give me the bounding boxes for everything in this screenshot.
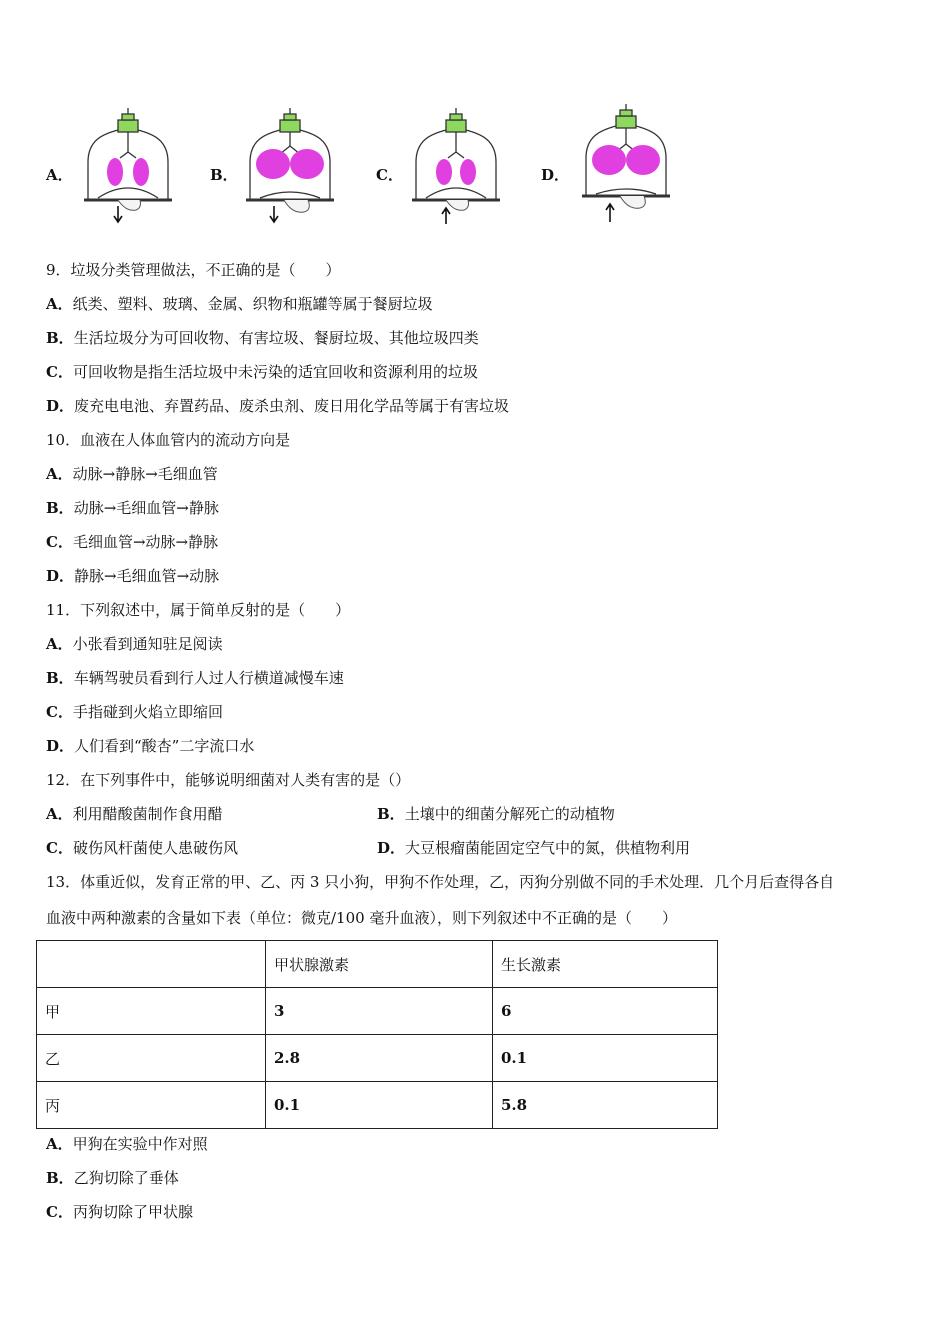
option-text: 静脉→毛细血管→动脉 [74,567,220,585]
option-text: 乙狗切除了垂体 [73,1169,179,1187]
q10-option-b [46,498,219,518]
option-letter: C． [46,533,73,551]
table-cell: 3 [266,988,493,1035]
q10-option-d [46,566,219,586]
q9-stem: 9．垃圾分类管理做法，不正确的是（ ） [46,261,341,279]
option-text: 土壤中的细菌分解死亡的动植物 [404,805,615,823]
option-text: 小张看到通知驻足阅读 [72,635,223,653]
option-text: 可回收物是指生活垃圾中未污染的适宜回收和资源利用的垃圾 [72,363,478,381]
figure-label-a: A． [46,166,73,184]
bell-jar-figure-a [78,100,178,240]
q9-option-c [46,362,478,382]
q11-option-d [46,736,254,756]
bell-jar-figure-c [406,100,506,240]
option-text: 甲狗在实验中作对照 [72,1135,208,1153]
table-row [37,988,718,1035]
q10-option-c [46,532,218,552]
table-cell: 丙 [37,1082,266,1129]
option-text: 纸类、塑料、玻璃、金属、织物和瓶罐等属于餐厨垃圾 [72,295,433,313]
q13-option-b [46,1168,179,1188]
option-text: 利用醋酸菌制作食用醋 [72,805,223,823]
option-letter: A． [46,1135,73,1153]
bell-jar-figure-d [576,100,676,240]
table-header-cell [37,941,266,988]
option-letter: D． [46,737,75,755]
option-text: 生活垃圾分为可回收物、有害垃圾、餐厨垃圾、其他垃圾四类 [73,329,479,347]
option-text: 车辆驾驶员看到行人过人行横道减慢车速 [73,669,344,687]
option-text: 人们看到“酸杏”二字流口水 [74,737,255,755]
q11-option-c [46,702,223,722]
figure-label-d: D． [541,166,570,184]
table-cell: 0.1 [493,1035,718,1082]
q12-option-b [377,804,615,824]
q9-option-a [46,294,433,314]
option-letter: B． [46,499,74,517]
table-cell: 甲 [37,988,266,1035]
table-cell: 0.1 [266,1082,493,1129]
option-letter: A． [46,465,73,483]
option-letter: C． [46,363,73,381]
option-letter: D． [46,567,75,585]
option-letter: B． [46,329,74,347]
option-text: 动脉→毛细血管→静脉 [73,499,219,517]
bell-jar-figure-b [240,100,340,240]
option-text: 丙狗切除了甲状腺 [72,1203,193,1221]
option-letter: C． [46,839,73,857]
q9-option-d [46,396,509,416]
figure-row [0,100,950,240]
q12-option-a [46,804,223,824]
option-text: 废充电电池、弃置药品、废杀虫剂、废日用化学品等属于有害垃圾 [74,397,510,415]
q11-option-b [46,668,344,688]
q9-option-b [46,328,479,348]
q10-option-a [46,464,218,484]
option-letter: A． [46,635,73,653]
option-text: 大豆根瘤菌能固定空气中的氮，供植物利用 [405,839,691,857]
option-text: 动脉→静脉→毛细血管 [72,465,218,483]
q12-stem: 12．在下列事件中，能够说明细菌对人类有害的是（） [46,771,411,789]
option-letter: C． [46,703,73,721]
table-cell: 6 [493,988,718,1035]
figure-label-c: C． [376,166,403,184]
table-header-cell: 甲状腺激素 [266,941,493,988]
q13-option-c [46,1202,193,1222]
table-cell: 2.8 [266,1035,493,1082]
table-cell: 5.8 [493,1082,718,1129]
option-letter: D． [46,397,75,415]
option-letter: B． [377,805,405,823]
hormone-table [36,940,718,1129]
option-letter: A． [46,295,73,313]
option-letter: D． [377,839,406,857]
table-cell: 乙 [37,1035,266,1082]
option-text: 破伤风杆菌使人患破伤风 [72,839,238,857]
q10-stem: 10．血液在人体血管内的流动方向是 [46,431,291,449]
q11-option-a [46,634,223,654]
q12-option-c [46,838,238,858]
q13-stem-line1: 13．体重近似，发育正常的甲、乙、丙 3 只小狗，甲狗不作处理，乙，丙狗分别做不同的手术处理．几个月后查得各自 [46,873,835,891]
q13-option-a [46,1134,208,1154]
option-letter: C． [46,1203,73,1221]
option-letter: A． [46,805,73,823]
option-text: 毛细血管→动脉→静脉 [72,533,219,551]
q12-option-d [377,838,690,858]
option-text: 手指碰到火焰立即缩回 [72,703,223,721]
table-row [37,1082,718,1129]
table-row [37,1035,718,1082]
table-header-cell: 生长激素 [493,941,718,988]
q11-stem: 11．下列叙述中，属于简单反射的是（ ） [46,601,351,619]
option-letter: B． [46,669,74,687]
table-header-row [37,941,718,988]
q13-stem-line2: 血液中两种激素的含量如下表（单位：微克/100 毫升血液），则下列叙述中不正确的是（ ） [46,909,677,927]
figure-label-b: B． [210,166,238,184]
option-letter: B． [46,1169,74,1187]
